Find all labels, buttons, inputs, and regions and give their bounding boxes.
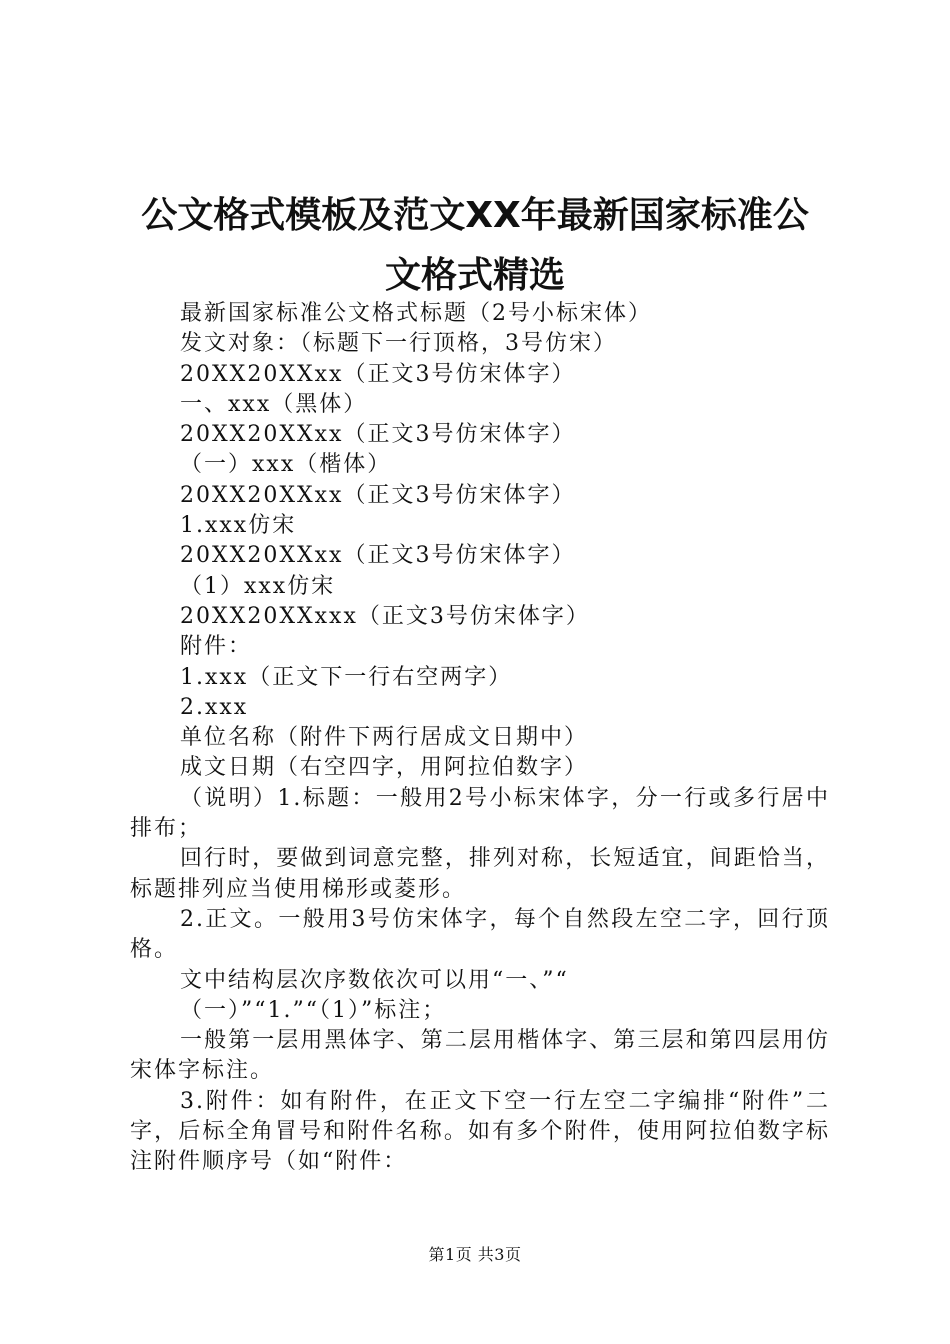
body-line: 一、xxx（黑体） <box>180 391 368 417</box>
body-line: 20XX20XXxx（正文3号仿宋体字） <box>180 361 576 387</box>
body-line: （一）xxx（楷体） <box>180 452 392 478</box>
body-line: 发文对象：（标题下一行顶格，3号仿宋） <box>180 331 617 357</box>
document-body <box>130 299 830 1178</box>
page-number-footer: 第1页 共3页 <box>428 1245 522 1264</box>
body-line: 2.xxx <box>180 694 249 720</box>
body-line: 1.xxx（正文下一行右空两字） <box>180 664 513 690</box>
body-paragraph: 3.附件：如有附件，在正文下空一行左空二字编排“附件”二字，后标全角冒号和附件名称。如有多个附件，使用阿拉伯数字标注附件顺序号（如“附件： <box>130 1088 830 1175</box>
body-line: （1）xxx仿宋 <box>180 573 336 599</box>
body-paragraph: （一）”“1.”“（1）”标注； <box>180 997 447 1023</box>
document-title: 公文格式模板及范文XX年最新国家标准公文格式精选 <box>141 195 809 296</box>
body-line: 20XX20XXxx（正文3号仿宋体字） <box>180 422 576 448</box>
body-line: 20XX20XXxx（正文3号仿宋体字） <box>180 482 576 508</box>
body-paragraph: 2.正文。一般用3号仿宋体字，每个自然段左空二字，回行顶格。 <box>130 906 830 963</box>
body-line: 成文日期（右空四字，用阿拉伯数字） <box>180 755 589 781</box>
body-line: 20XX20XXxxx（正文3号仿宋体字） <box>180 603 590 629</box>
body-line: 单位名称（附件下两行居成文日期中） <box>180 725 589 751</box>
body-paragraph: 一般第一层用黑体字、第二层用楷体字、第三层和第四层用仿宋体字标注。 <box>130 1028 830 1084</box>
body-line: 1.xxx仿宋 <box>180 513 297 539</box>
body-line: 20XX20XXxx（正文3号仿宋体字） <box>180 543 576 569</box>
body-line: 最新国家标准公文格式标题（2号小标宋体） <box>180 301 652 326</box>
body-paragraph: （说明）1.标题：一般用2号小标宋体字，分一行或多行居中排布； <box>130 785 830 842</box>
body-paragraph: 文中结构层次序数依次可以用“一、”“ <box>180 967 569 993</box>
body-line: 附件： <box>180 634 253 660</box>
body-paragraph: 回行时，要做到词意完整，排列对称，长短适宜，间距恰当，标题排列应当使用梯形或菱形。 <box>130 846 830 902</box>
